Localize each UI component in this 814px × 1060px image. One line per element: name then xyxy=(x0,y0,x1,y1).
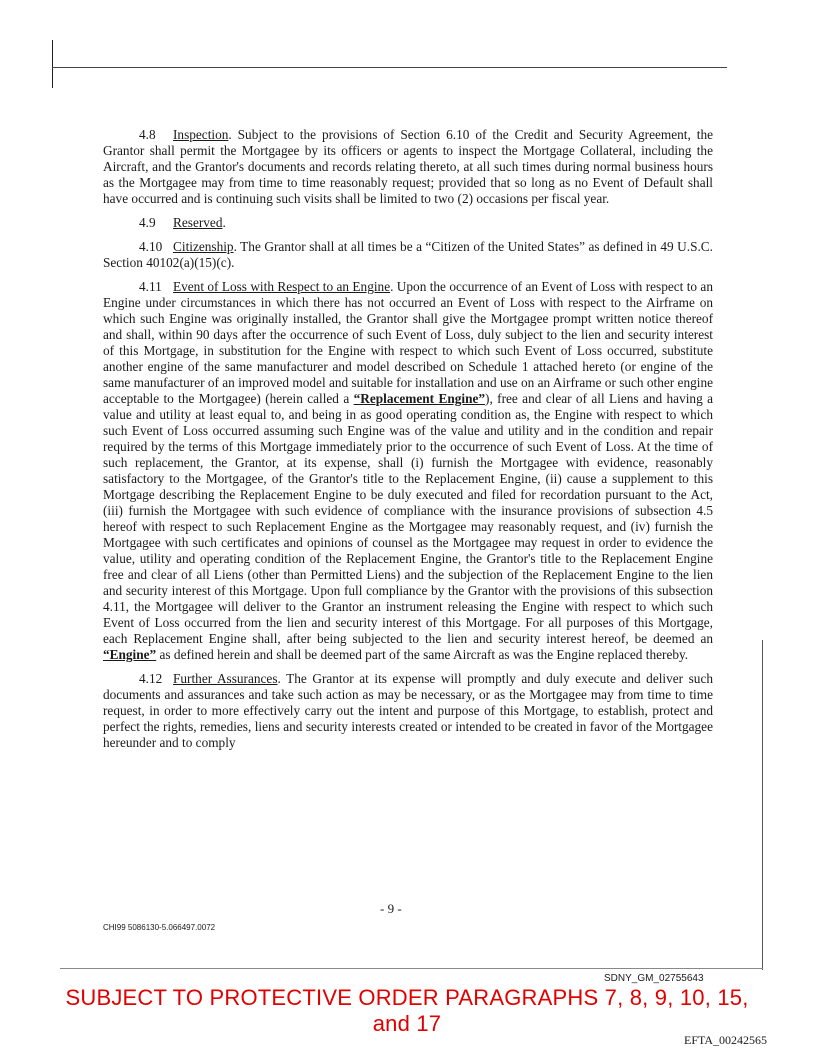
protective-order-notice: SUBJECT TO PROTECTIVE ORDER PARAGRAPHS 7, 8, 9, 10, 15, and 17 xyxy=(65,985,749,1036)
section-text: . The Grantor shall at all times be a “Citizen of the United States” as defined in 49 U.S.C. Section 40102(a)(15)(c). xyxy=(103,239,713,270)
page-number: - 9 - xyxy=(380,901,402,916)
scan-edge-right xyxy=(762,640,763,970)
section-heading: Inspection xyxy=(173,127,229,142)
defined-term-replacement-engine: “Replacement Engine” xyxy=(353,391,486,406)
section-text: . xyxy=(222,215,226,230)
scan-edge-left xyxy=(52,40,53,88)
section-text-part-2: ), free and clear of all Liens and having a value and utility at least equal to, and being in as good operating condition as, the Engine with respect to which such Event of Loss occurred assuming such Engine was of the value and utility and in the condition and repair required by the terms of this Mortgage immediately prior to the occurrence of such Event of Loss. At the time of such replacement, the Grantor, at its expense, shall (i) furnish the Mortgagee with evidence, reasonably satisfactory to the Mortgagee, of the Grantor's title to the Replacement Engine, (ii) cause a supplement to this Mortgage describing the Replacement Engine to be duly executed and filed for recordation pursuant to the Act, (iii) furnish the Mortgagee with such evidence of compliance with the insurance provisions of subsection 4.5 hereof with respect to such Replacement Engine as the Mortgagee may reasonably request, and (iv) furnish the Mortgagee with such certificates and opinions of counsel as the Mortgagee may request in order to evidence the value, utility and operating condition of the Replacement Engine, the Grantor's title to the Replacement Engine free and clear of all Liens (other than Permitted Liens) and the subjection of the Replacement Engine to the lien and security interest of this Mortgage. Upon full compliance by the Grantor with the provisions of this subsection 4.11, the Mortgagee will deliver to the Grantor an instrument releasing the Engine with respect to which such Event of Loss occurred from the lien and security interest of this Mortgage. For all purposes of this Mortgage, each Replacement Engine shall, after being subjected to the lien and security interest hereof, be deemed an xyxy=(103,391,713,646)
section-4-12 xyxy=(103,671,713,751)
section-number: 4.8 xyxy=(139,127,156,142)
section-heading: Event of Loss with Respect to an Engine xyxy=(173,279,391,294)
document-body xyxy=(103,127,713,759)
section-number: 4.9 xyxy=(139,215,156,230)
section-4-8 xyxy=(103,127,713,207)
efta-number: EFTA_00242565 xyxy=(684,1033,768,1047)
section-heading: Further Assurances xyxy=(173,671,278,686)
section-heading: Citizenship xyxy=(173,239,234,254)
section-text-part-3: as defined herein and shall be deemed part of the same Aircraft as was the Engine replaced thereby. xyxy=(156,647,689,662)
section-4-10 xyxy=(103,239,713,271)
section-4-11 xyxy=(103,279,713,663)
scan-edge-top xyxy=(52,67,727,68)
defined-term-engine: “Engine” xyxy=(103,647,157,662)
section-number: 4.11 xyxy=(139,279,162,294)
section-text-part-1: . Upon the occurrence of an Event of Loss with respect to an Engine under circumstances in which there has not occurred an Event of Loss with respect to the Airframe on which such Engine was originally installed, the Grantor shall give the Mortgagee prompt written notice thereof and shall, within 90 days after the occurrence of such Event of Loss, duly subject to the lien and security interest of this Mortgage, in substitution for the Engine with respect to which such Event of Loss occurred, substitute another engine of the same manufacturer and model described on Schedule 1 attached hereto (or engine of the same manufacturer of an improved model and suitable for installation and use on an Airframe or such other engine acceptable to the Mortgagee) (herein called a xyxy=(103,279,713,406)
section-text: . The Grantor at its expense will promptly and duly execute and deliver such documents and assurances and take such action as may be necessary, or as the Mortgagee may from time to time request, in order to more effectively carry out the intent and purpose of this Mortgage, to establish, protect and perfect the rights, remedies, liens and security interests created or intended to be created in favor of the Mortgagee hereunder and to comply xyxy=(103,671,714,750)
section-text: . Subject to the provisions of Section 6.10 of the Credit and Security Agreement, the Grantor shall permit the Mortgagee by its officers or agents to inspect the Mortgage Collateral, including the Aircraft, and the Grantor's documents and records relating thereto, at all such times during normal business hours as the Mortgagee may from time to time reasonably request; provided that so long as no Event of Default shall have occurred and is continuing such visits shall be limited to two (2) occasions per fiscal year. xyxy=(103,127,713,206)
section-4-9 xyxy=(103,215,713,231)
section-heading: Reserved xyxy=(173,215,223,230)
bates-number: SDNY_GM_02755643 xyxy=(604,973,704,984)
document-code: CHI99 5086130-5.066497.0072 xyxy=(103,923,216,932)
scan-edge-bottom xyxy=(60,968,763,969)
section-number: 4.10 xyxy=(139,239,163,254)
section-number: 4.12 xyxy=(139,671,163,686)
